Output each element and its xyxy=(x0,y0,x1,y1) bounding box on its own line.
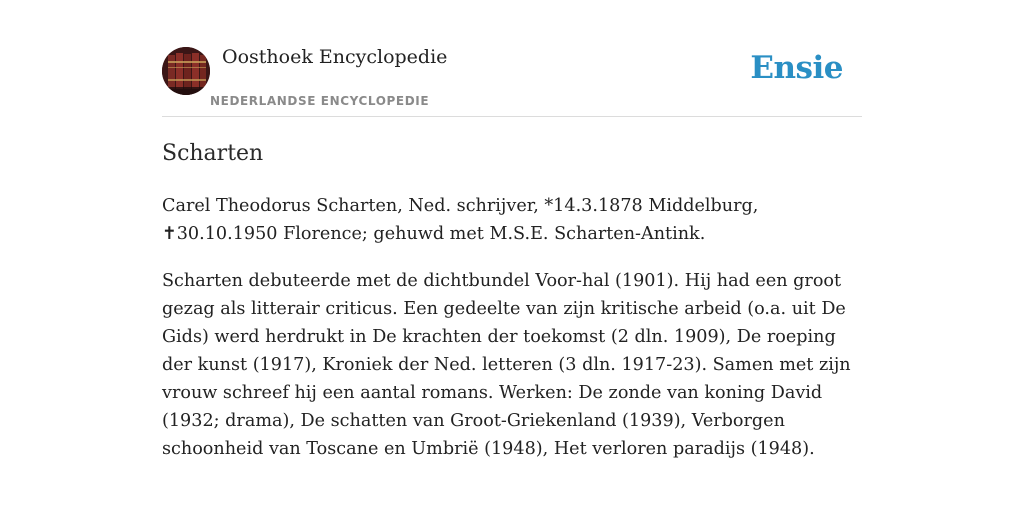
page xyxy=(162,0,862,459)
article-title: Scharten xyxy=(162,141,264,166)
article-content xyxy=(162,192,862,482)
article-paragraph-intro: Carel Theodorus Scharten, Ned. schrijver, *14.3.1878 Middelburg, ✝30.10.1950 Florence; gehuwd met M.S.E. Scharten-Antink. xyxy=(162,196,759,244)
ensie-logo-link[interactable]: Ensie xyxy=(750,50,843,86)
site-header xyxy=(162,0,862,117)
site-subtitle: NEDERLANDSE ENCYCLOPEDIE xyxy=(210,94,430,108)
site-title[interactable]: Oosthoek Encyclopedie xyxy=(222,46,448,68)
article-paragraph-body: Scharten debuteerde met de dichtbundel Voor-hal (1901). Hij had een groot gezag als litterair criticus. Een gedeelte van zijn kritische arbeid (o.a. uit De Gids) werd herdrukt in De krachten der toekomst (2 dln. 1909), De roeping der kunst (1917), Kroniek der Ned. letteren (3 dln. 1917-23). Samen met zijn vrouw schreef hij een aantal romans. Werken: De zonde van koning David (1932; drama), De schatten van Groot-Griekenland (1939), Verborgen schoonheid van Toscane en Umbrië (1948), Het verloren paradijs (1948). xyxy=(162,271,851,459)
encyclopedia-books-icon[interactable] xyxy=(162,47,210,95)
